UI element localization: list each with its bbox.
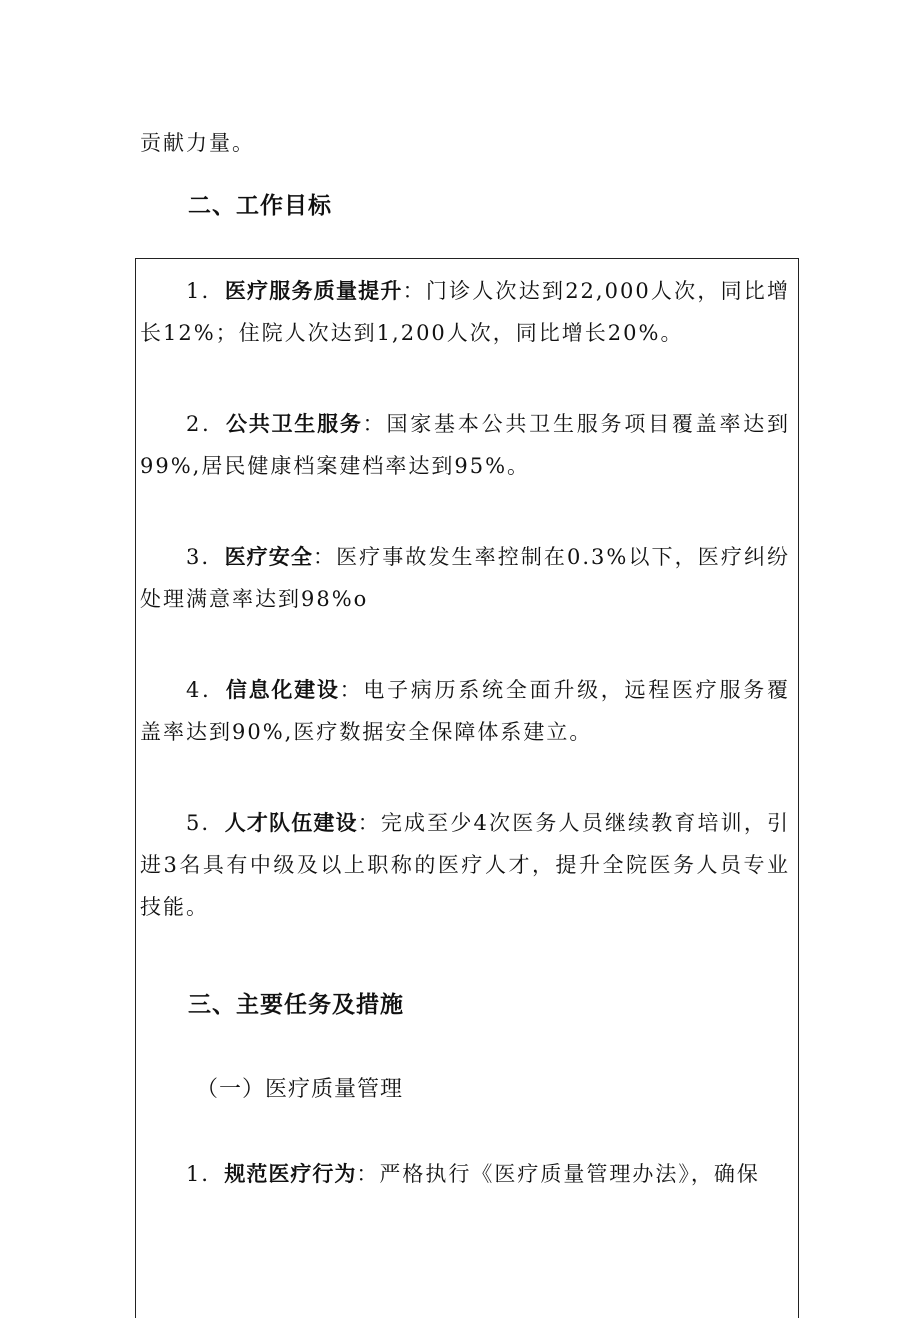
goal-item-1: 1．医疗服务质量提升：门诊人次达到22,000人次，同比增长12%；住院人次达到1,200人次，同比增长20%。	[140, 279, 791, 345]
goal-item-3: 3．医疗安全：医疗事故发生率控制在0.3%以下，医疗纠纷处理满意率达到98%o	[140, 545, 791, 611]
goal-item-5: 5．人才队伍建设：完成至少4次医务人员继续教育培训，引进3名具有中级及以上职称的医疗人才，提升全院医务人员专业技能。	[140, 811, 791, 919]
goal-item-4: 4．信息化建设：电子病历系统全面升级，远程医疗服务覆盖率达到90%,医疗数据安全保障体系建立。	[140, 678, 791, 744]
goal-key: 公共卫生服务	[225, 412, 363, 436]
goal-key: 医疗服务质量提升	[224, 279, 403, 303]
task-key: 规范医疗行为	[224, 1162, 357, 1186]
task-text: 严格执行《医疗质量管理办法》，确保	[379, 1162, 760, 1186]
goal-number: 1	[186, 279, 202, 303]
goal-number: 3	[186, 545, 202, 569]
section-heading-tasks: 三、主要任务及措施	[188, 992, 404, 1018]
goal-text: 电子病历系统全面升级，远程医疗服务覆盖率达到90%,医疗数据安全保障体系建立。	[140, 678, 791, 744]
goal-number: 2	[186, 412, 202, 436]
goal-key: 医疗安全	[224, 545, 313, 569]
goal-text: 门诊人次达到22,000人次，同比增长12%；住院人次达到1,200人次，同比增长20%。	[140, 279, 791, 345]
task-number: 1	[186, 1162, 202, 1186]
goal-item-2: 2．公共卫生服务：国家基本公共卫生服务项目覆盖率达到99%,居民健康档案建档率达到95%。	[140, 412, 791, 478]
goal-text: 医疗事故发生率控制在0.3%以下，医疗纠纷处理满意率达到98%o	[140, 545, 791, 611]
intro-tail: 贡献力量。	[140, 131, 255, 155]
subsection-heading-quality: （一）医疗质量管理	[196, 1077, 404, 1102]
task-item-1: 1．规范医疗行为：严格执行《医疗质量管理办法》，确保	[186, 1162, 760, 1186]
section-heading-goals: 二、工作目标	[188, 193, 332, 219]
goal-key: 信息化建设	[225, 678, 340, 702]
goal-text: 完成至少4次医务人员继续教育培训，引进3名具有中级及以上职称的医疗人才，提升全院医务人员专业技能。	[140, 811, 791, 919]
goal-text: 国家基本公共卫生服务项目覆盖率达到99%,居民健康档案建档率达到95%。	[140, 412, 791, 478]
goal-number: 4	[186, 678, 202, 702]
goal-key: 人才队伍建设	[224, 811, 358, 835]
goal-number: 5	[186, 811, 202, 835]
